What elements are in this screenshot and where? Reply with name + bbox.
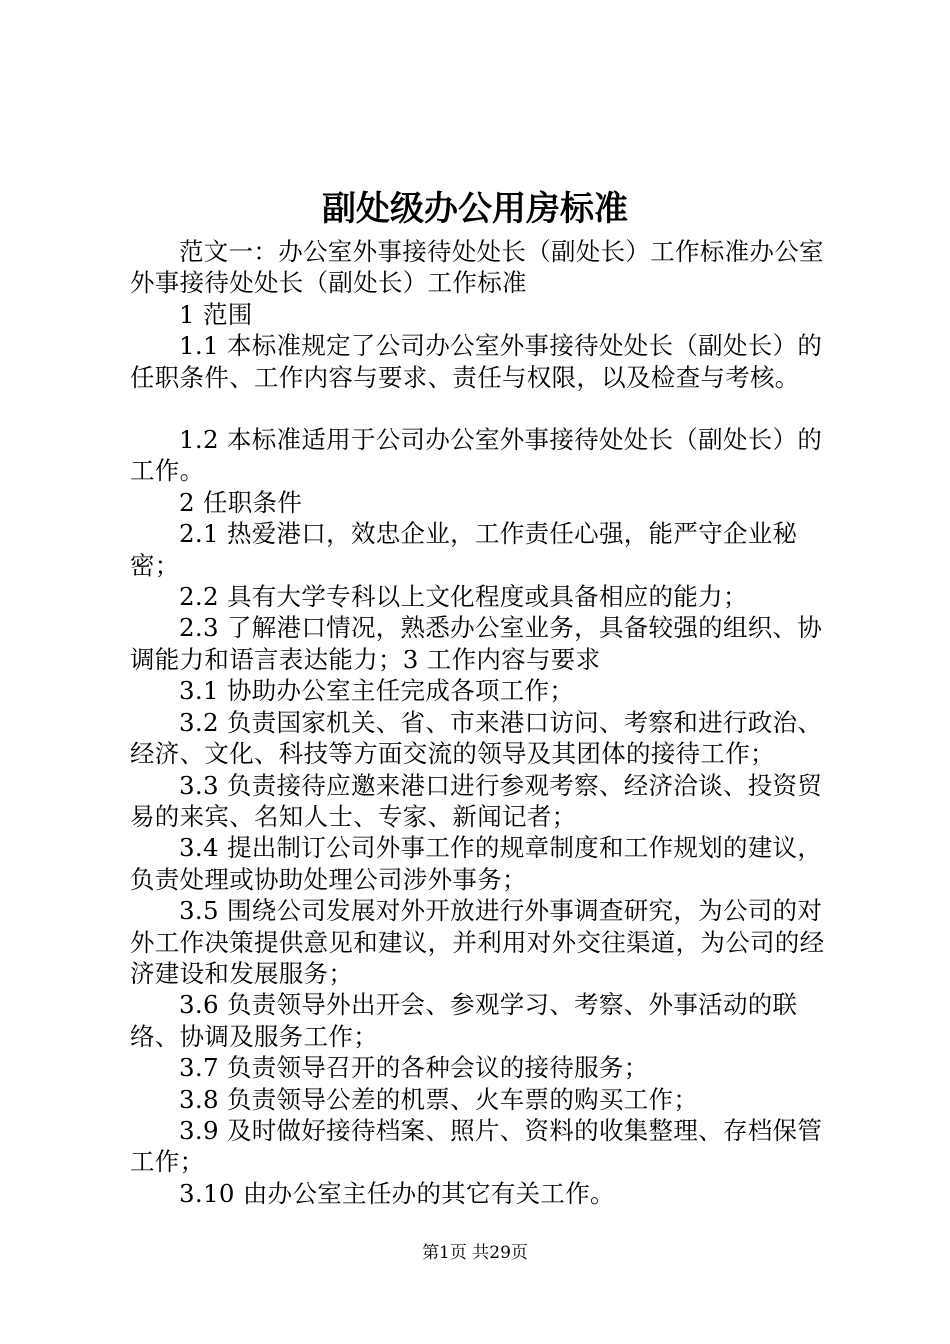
paragraph: 3.3 负责接待应邀来港口进行参观考察、经济洽谈、投资贸易的来宾、名知人士、专家、新闻记者； [130,770,823,831]
document-title: 副处级办公用房标准 [322,189,628,229]
paragraph: 3.4 提出制订公司外事工作的规章制度和工作规划的建议，负责处理或协助处理公司涉外事务； [130,833,823,894]
paragraph: 3.2 负责国家机关、省、市来港口访问、考察和进行政治、经济、文化、科技等方面交流的领导及其团体的接待工作； [130,707,823,769]
paragraph: 3.9 及时做好接待档案、照片、资料的收集整理、存档保管工作； [130,1115,823,1177]
paragraph: 1.2 本标准适用于公司办公室外事接待处处长（副处长）的工作。 [130,425,823,486]
section-heading: 1 范围 [179,299,253,329]
document-body [130,236,838,1209]
section-heading: 2 任职条件 [179,487,303,517]
paragraph: 2.3 了解港口情况，熟悉办公室业务，具备较强的组织、协调能力和语言表达能力；3 工作内容与要求 [130,613,823,674]
paragraph: 2.1 热爱港口，效忠企业，工作责任心强，能严守企业秘密； [130,519,798,580]
blank-line [130,393,838,424]
paragraph: 3.10 由办公室主任办的其它有关工作。 [179,1178,615,1208]
page-footer: 第1页 共29页 [422,1243,528,1263]
paragraph: 3.6 负责领导外出开会、参观学习、考察、外事活动的联络、协调及服务工作； [130,990,798,1051]
paragraph: 2.2 具有大学专科以上文化程度或具备相应的能力； [179,582,748,612]
paragraph: 3.7 负责领导召开的各种会议的接待服务； [179,1053,649,1083]
paragraph: 3.5 围绕公司发展对外开放进行外事调查研究，为公司的对外工作决策提供意见和建议，并利用对外交往渠道，为公司的经济建设和发展服务； [130,896,825,988]
paragraph: 3.1 协助办公室主任完成各项工作； [179,676,575,706]
paragraph: 范文一：办公室外事接待处处长（副处长）工作标准办公室外事接待处处长（副处长）工作标准 [130,237,824,298]
paragraph: 3.8 负责领导公差的机票、火车票的购买工作； [179,1084,699,1114]
paragraph: 1.1 本标准规定了公司办公室外事接待处处长（副处长）的任职条件、工作内容与要求、责任与权限，以及检查与考核。 [130,331,823,392]
